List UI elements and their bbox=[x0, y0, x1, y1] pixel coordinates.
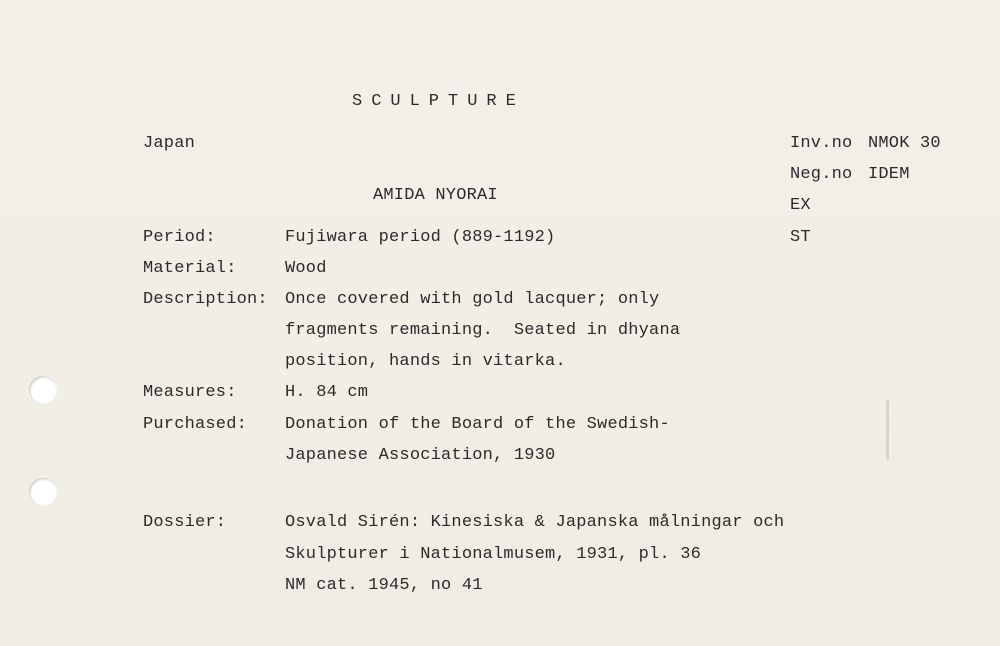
dossier-line: Osvald Sirén: Kinesiska & Japanska målningar och bbox=[285, 513, 785, 532]
punch-hole-top bbox=[29, 376, 57, 404]
ex-label: EX bbox=[790, 196, 811, 215]
purchased-line: Japanese Association, 1930 bbox=[285, 446, 556, 465]
period-value: Fujiwara period (889-1192) bbox=[285, 228, 556, 247]
dossier-label: Dossier: bbox=[143, 513, 227, 532]
dossier-line: NM cat. 1945, no 41 bbox=[285, 576, 483, 595]
description-label: Description: bbox=[143, 290, 268, 309]
inv-no-label: Inv.no bbox=[790, 134, 853, 153]
measures-label: Measures: bbox=[143, 383, 237, 402]
purchased-line: Donation of the Board of the Swedish- bbox=[285, 415, 670, 434]
st-label: ST bbox=[790, 228, 811, 247]
neg-no-value: IDEM bbox=[868, 165, 910, 184]
country: Japan bbox=[143, 134, 196, 153]
description-line: Once covered with gold lacquer; only bbox=[285, 290, 660, 309]
inv-no-value: NMOK 30 bbox=[868, 134, 941, 153]
description-line: position, hands in vitarka. bbox=[285, 352, 566, 371]
measures-value: H. 84 cm bbox=[285, 383, 369, 402]
material-label: Material: bbox=[143, 259, 237, 278]
neg-no-label: Neg.no bbox=[790, 165, 853, 184]
dossier-line: Skulpturer i Nationalmusem, 1931, pl. 36 bbox=[285, 545, 702, 564]
edge-mark bbox=[886, 400, 889, 460]
description-line: fragments remaining. Seated in dhyana bbox=[285, 321, 681, 340]
card-title: SCULPTURE bbox=[352, 92, 525, 111]
purchased-label: Purchased: bbox=[143, 415, 248, 434]
object-name: AMIDA NYORAI bbox=[373, 186, 498, 205]
material-value: Wood bbox=[285, 259, 327, 278]
period-label: Period: bbox=[143, 228, 216, 247]
punch-hole-bottom bbox=[29, 478, 57, 506]
